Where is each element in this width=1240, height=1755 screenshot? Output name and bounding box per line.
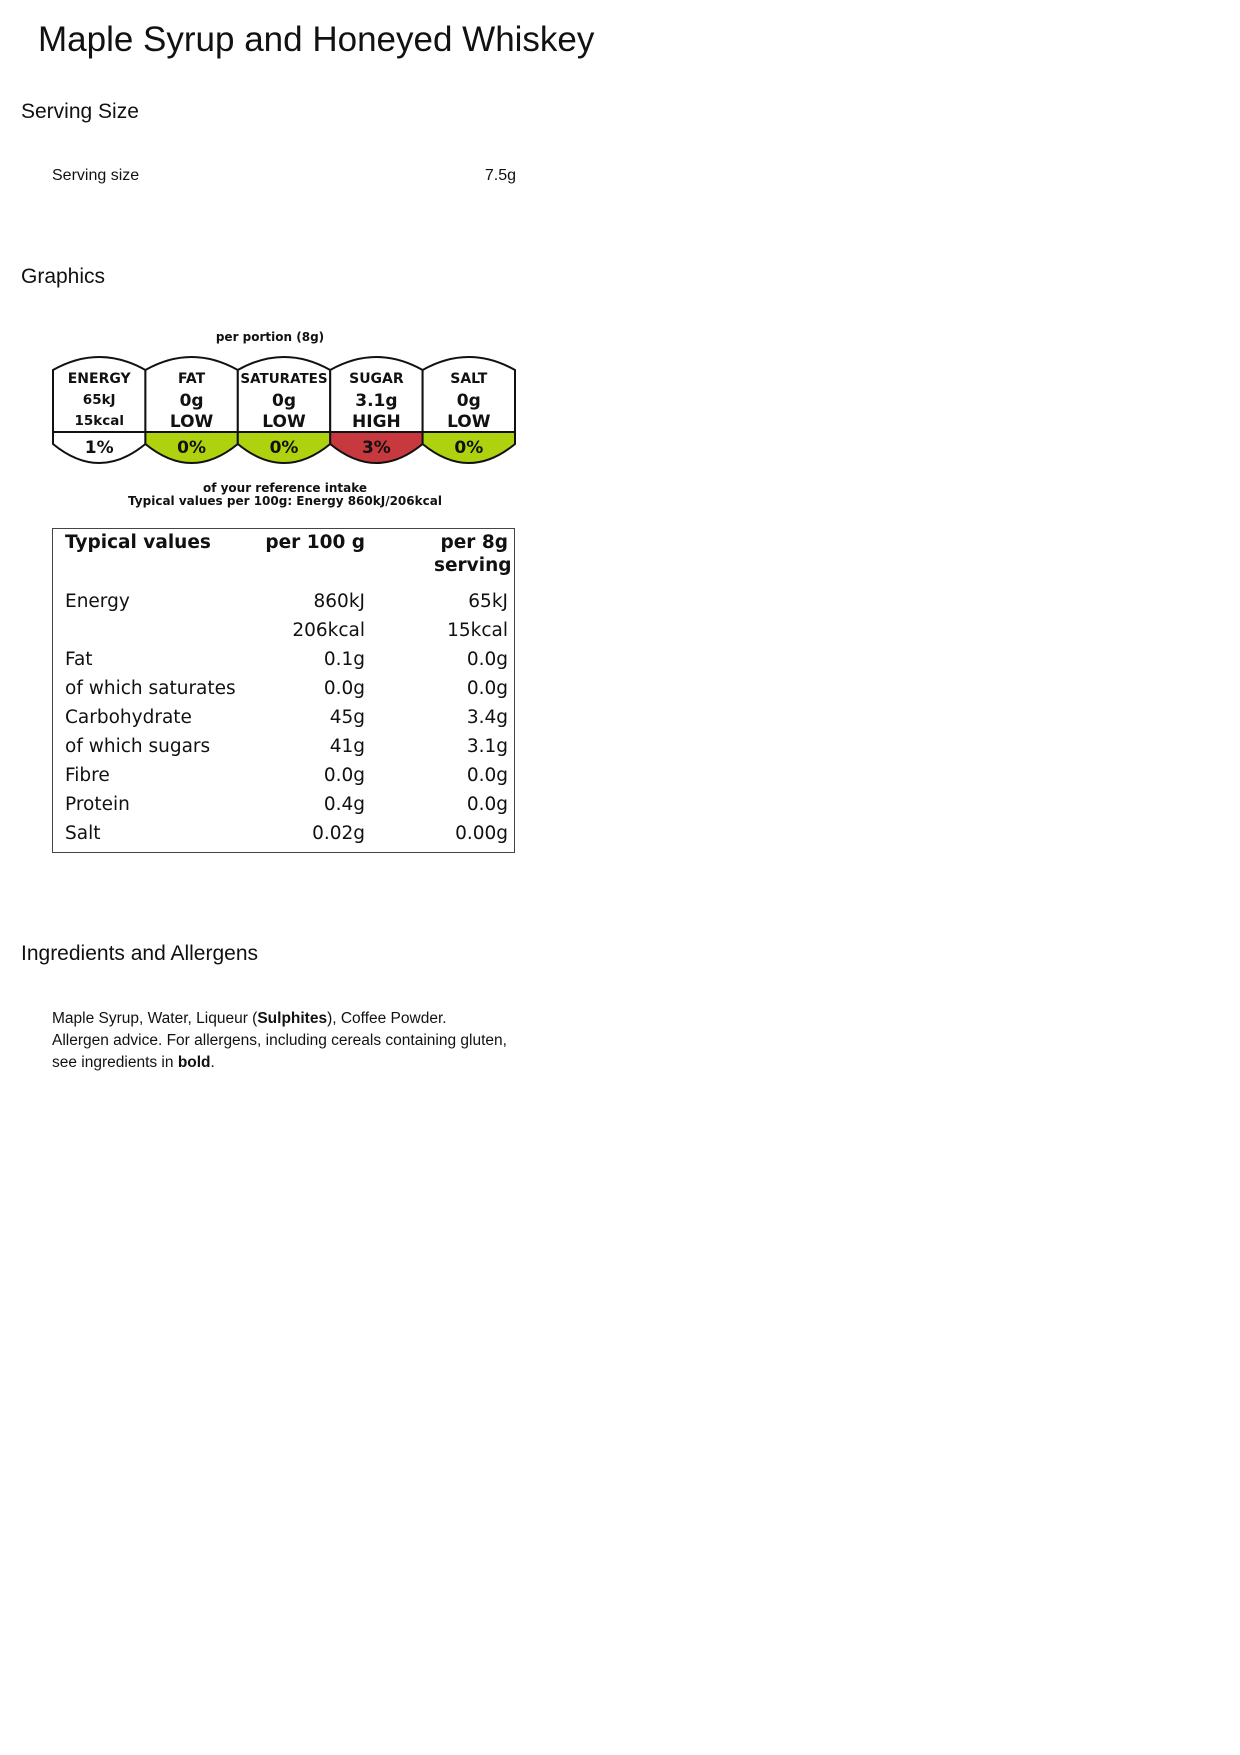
- nutrient-level: LOW: [169, 412, 214, 432]
- nutrient-level: HIGH: [352, 412, 401, 432]
- nutrient-name: Fat: [65, 649, 93, 670]
- nutrient-percent: 0%: [454, 438, 484, 458]
- allergen-sulphites: Sulphites: [257, 1010, 328, 1027]
- traffic-light-label: [52, 350, 518, 480]
- nutrient-name: FAT: [177, 371, 206, 387]
- nutrient-name: Protein: [65, 794, 130, 815]
- table-row: [65, 761, 508, 790]
- value-per-serving: 0.00g: [455, 823, 508, 844]
- table-row: [65, 819, 508, 848]
- traffic-light-cell-saturates: [238, 357, 330, 463]
- value-per-serving: 65kJ: [468, 591, 508, 612]
- nutrient-kcal: 15kcal: [74, 413, 124, 429]
- nutrient-percent: 3%: [361, 438, 391, 458]
- value-per-serving: 0.0g: [466, 765, 508, 786]
- header-per-100g: per 100 g: [265, 532, 365, 553]
- nutrient-percent: 1%: [84, 438, 114, 458]
- value-per-100g: 206kcal: [292, 620, 365, 641]
- nutrient-percent: 0%: [269, 438, 299, 458]
- traffic-light-cell-sugar: [330, 357, 422, 463]
- traffic-light-cell-salt: [423, 357, 515, 463]
- serving-size-label: Serving size: [52, 167, 140, 184]
- value-per-100g: 860kJ: [313, 591, 365, 612]
- nutrient-amount: 3.1g: [355, 391, 398, 411]
- nutrition-table: [52, 528, 515, 853]
- value-per-serving: 0.0g: [466, 649, 508, 670]
- nutrient-name: SUGAR: [349, 371, 404, 387]
- nutrient-amount: 0g: [179, 391, 204, 411]
- nutrient-amount: 65kJ: [82, 392, 116, 408]
- table-row: [65, 616, 508, 645]
- value-per-100g: 0.0g: [323, 678, 365, 699]
- nutrient-name: Energy: [65, 591, 130, 612]
- nutrient-name: ENERGY: [67, 371, 131, 387]
- nutrient-amount: 0g: [456, 391, 481, 411]
- nutrient-name: SALT: [450, 371, 488, 387]
- page-title: Maple Syrup and Honeyed Whiskey: [38, 20, 595, 59]
- nutrient-name: Carbohydrate: [65, 707, 192, 728]
- table-row: [65, 703, 508, 732]
- value-per-100g: 0.02g: [312, 823, 365, 844]
- serving-size-value: 7.5g: [484, 167, 516, 184]
- nutrient-name: of which saturates: [65, 678, 236, 699]
- value-per-serving: 0.0g: [466, 794, 508, 815]
- value-per-serving: 3.4g: [466, 707, 508, 728]
- table-row: [65, 732, 508, 761]
- nutrient-amount: 0g: [272, 391, 296, 411]
- traffic-light-cell-fat: [145, 357, 237, 463]
- nutrient-level: LOW: [447, 412, 491, 432]
- value-per-100g: 45g: [329, 707, 365, 728]
- value-per-serving: 15kcal: [447, 620, 508, 641]
- nutrient-name: Salt: [65, 823, 101, 844]
- nutrient-percent: 0%: [177, 438, 207, 458]
- nutrition-table-header: [65, 531, 508, 587]
- traffic-light-cell-energy: [53, 357, 145, 463]
- header-per-serving: per 8g serving: [434, 532, 512, 576]
- traffic-light-reference-note: of your reference intake: [202, 481, 368, 495]
- nutrient-name: Fibre: [65, 765, 110, 786]
- nutrient-name: of which sugars: [65, 736, 211, 757]
- section-heading-serving-size: Serving Size: [21, 100, 139, 123]
- value-per-100g: 0.0g: [323, 765, 365, 786]
- value-per-100g: 0.1g: [323, 649, 365, 670]
- table-row: [65, 674, 508, 703]
- header-typical-values: Typical values: [65, 532, 211, 553]
- traffic-light-typical-values: Typical values per 100g: Energy 860kJ/206kcal: [128, 494, 442, 508]
- bold-keyword: bold: [177, 1054, 211, 1071]
- value-per-100g: 0.4g: [323, 794, 365, 815]
- ingredients-text: Maple Syrup, Water, Liqueur (Sulphites), Coffee Powder. Allergen advice. For allergens, including cereals containing gluten, see ingredients in bold.: [52, 1010, 507, 1071]
- value-per-100g: 41g: [329, 736, 365, 757]
- section-heading-ingredients: Ingredients and Allergens: [21, 942, 258, 965]
- value-per-serving: 3.1g: [466, 736, 508, 757]
- table-row: [65, 587, 508, 616]
- nutrient-level: LOW: [262, 412, 306, 432]
- table-row: [65, 790, 508, 819]
- value-per-serving: 0.0g: [466, 678, 508, 699]
- table-row: [65, 645, 508, 674]
- nutrient-name: SATURATES: [240, 371, 328, 387]
- section-heading-graphics: Graphics: [21, 265, 106, 288]
- traffic-light-portion-label: per portion (8g): [215, 330, 325, 344]
- nutrient-name: [65, 616, 255, 645]
